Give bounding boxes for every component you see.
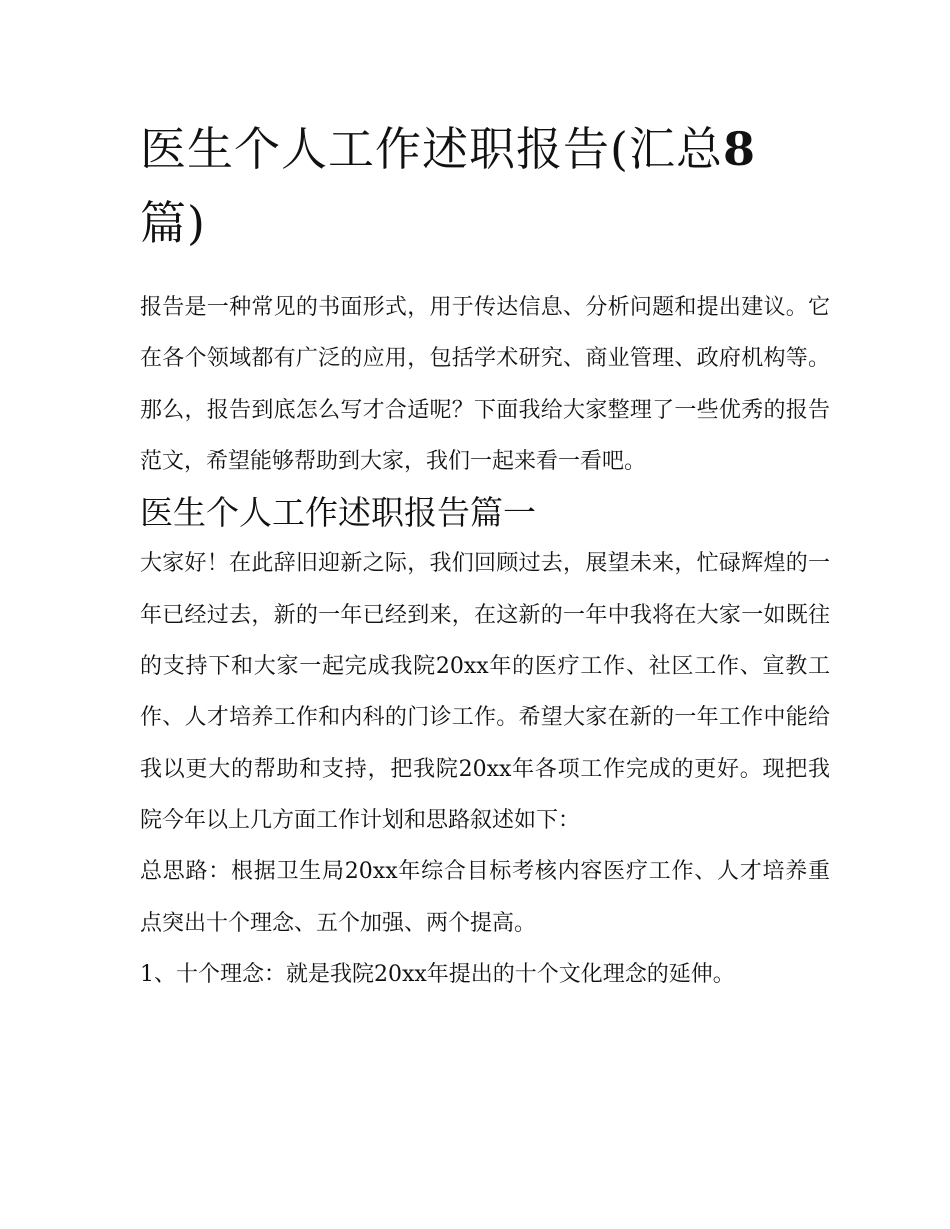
title-number: 8 <box>722 122 756 176</box>
intro-paragraph: 报告是一种常见的书面形式，用于传达信息、分析问题和提出建议。它在各个领域都有广泛的应用，包括学术研究、商业管理、政府机构等。那么，报告到底怎么写才合适呢？下面我给大家整理了一些优秀的报告范文，希望能够帮助到大家，我们一起来看一看吧。 <box>140 295 830 474</box>
document-content <box>140 112 830 1000</box>
document-title <box>140 112 830 260</box>
numbered-item-paragraph: 1、十个理念：就是我院20xx年提出的十个文化理念的延伸。 <box>140 961 735 987</box>
title-suffix: 篇) <box>140 196 206 250</box>
overall-idea-paragraph: 总思路：根据卫生局20xx年综合目标考核内容医疗工作、人才培养重点突出十个理念、五个加强、两个提高。 <box>140 859 830 936</box>
title-prefix: 医生个人工作述职报告(汇总 <box>140 122 723 176</box>
document-body <box>140 282 830 1000</box>
greeting-paragraph: 大家好！在此辞旧迎新之际，我们回顾过去，展望未来，忙碌辉煌的一年已经过去，新的一年已经到来，在这新的一年中我将在大家一如既往的支持下和大家一起完成我院20xx年的医疗工作、社区工作、宣教工作、人才培养工作和内科的门诊工作。希望大家在新的一年工作中能给我以更大的帮助和支持，把我院20xx年各项工作完成的更好。现把我院今年以上几方面工作计划和思路叙述如下： <box>140 551 830 833</box>
section-heading: 医生个人工作述职报告篇一 <box>140 493 536 533</box>
